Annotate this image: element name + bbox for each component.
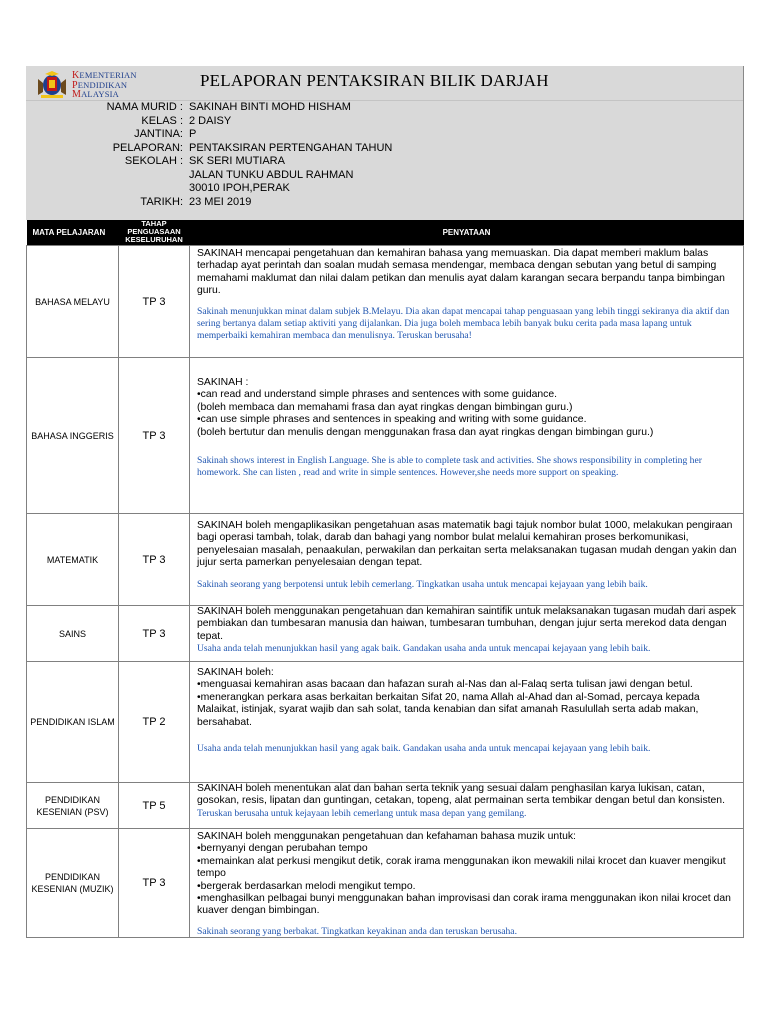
- teacher-comment: Sakinah seorang yang berpotensi untuk lebih cemerlang. Tingkatkan usaha untuk mencapai kejayaan yang lebih baik.: [197, 578, 648, 590]
- class-row: [26, 115, 743, 129]
- statement-intro: SAKINAH :: [197, 377, 249, 388]
- subject-cell: BAHASA INGGERIS: [27, 358, 119, 514]
- school-address-line-1: JALAN TUNKU ABDUL RAHMAN: [189, 168, 354, 181]
- date-value: 23 MEI 2019: [189, 195, 252, 208]
- statement-text: SAKINAH boleh mengaplikasikan pengetahuan asas matematik bagi tajuk nombor bulat 1000, melakukan pengiraan bagi operasi tambah, tolak, darab dan bahagi yang nombor bulat melalui kemahiran proses berkomunikasi, penyelesaian masalah, penaakulan, perwakilan dan perkaitan serta melaksanakan tugasan mudah dengan yakin dan jujur serta pamerkan penyelesaian dengan tepat.: [197, 520, 737, 569]
- statement-text: [197, 667, 737, 729]
- statement-cell: [190, 662, 744, 783]
- date-row: [26, 196, 743, 210]
- statement-cell: [190, 606, 744, 662]
- level-cell: TP 3: [119, 606, 190, 662]
- address-row-1: [26, 169, 743, 183]
- level-cell: TP 3: [119, 246, 190, 358]
- statement-translation: (boleh bertutur dan menulis dengan menggunakan frasa dan ayat ringkas dengan bimbingan guru.): [197, 426, 654, 438]
- ministry-line-1: KEMENTERIAN: [72, 70, 137, 81]
- statement-intro: SAKINAH boleh:: [197, 667, 274, 678]
- student-name-value: SAKINAH BINTI MOHD HISHAM: [189, 101, 351, 113]
- teacher-comment: Sakinah shows interest in English Language. She is able to complete task and activities. She shows responsibility in completing her homework. She can listen , read and write in simple sentences. However,she needs more support on speaking.: [197, 455, 702, 479]
- statement-cell: [190, 829, 744, 938]
- level-cell: TP 5: [119, 783, 190, 829]
- statement-cell: [190, 514, 744, 606]
- school-value: SK SERI MUTIARA: [189, 155, 285, 167]
- school-label: SEKOLAH :: [124, 155, 183, 167]
- statement-text: SAKINAH mencapai pengetahuan dan kemahiran bahasa yang memuaskan. Dia dapat memberi maklum balas terhadap ayat perintah dan soalan mudah semasa mendengar, membaca dengan sebutan yang betul di samping memahami maklumat dan nilai dalam petikan dan menulis ayat dalam karangan secara berpandu tanpa bimbingan guru.: [197, 248, 725, 297]
- table-row: [27, 606, 744, 662]
- report-type-label: PELAPORAN:: [112, 141, 183, 154]
- subject-cell: SAINS: [27, 606, 119, 662]
- table-row: [27, 783, 744, 829]
- assessment-table: [26, 220, 744, 938]
- statement-intro: SAKINAH boleh menggunakan pengetahuan dan kefahaman bahasa muzik untuk:: [197, 831, 576, 842]
- statement-bullet: • menguasai kemahiran asas bacaan dan hafazan surah al-Nas dan al-Falaq serta tulisan jawi dengan betul.: [197, 679, 737, 691]
- statement-bullet: • can use simple phrases and sentences in speaking and writing with some guidance.: [197, 414, 737, 426]
- level-cell: TP 3: [119, 358, 190, 514]
- student-name-label: NAMA MURID :: [106, 101, 183, 113]
- table-row: [27, 514, 744, 606]
- statement-translation: (boleh membaca dan memahami frasa dan ayat ringkas dengan bimbingan guru.): [197, 401, 573, 413]
- class-value: 2 DAISY: [189, 114, 232, 127]
- column-header-level: TAHAP PENGUASAAN KESELURUHAN: [119, 220, 190, 246]
- statement-bullet: • bernyanyi dengan perubahan tempo: [197, 843, 737, 855]
- table-row: [27, 246, 744, 358]
- statement-bullet: • menerangkan perkara asas berkaitan berkaitan Sifat 20, nama Allah al-Ahad dan al-Somad, percaya kepada Malaikat, istinjak, syarat wajib dan sah solat, tanda kenabian dan sifat amanah Rasulullah serta adab makan, bersahabat.: [197, 692, 737, 729]
- column-header-subject: MATA PELAJARAN: [27, 220, 119, 246]
- statement-text: [197, 831, 737, 918]
- report-sheet: [26, 66, 744, 938]
- teacher-comment: Sakinah seorang yang berbakat. Tingkatkan keyakinan anda dan teruskan berusaha.: [197, 925, 517, 937]
- level-cell: TP 3: [119, 514, 190, 606]
- column-header-statement: PENYATAAN: [190, 220, 744, 246]
- statement-cell: [190, 358, 744, 514]
- report-type-row: [26, 142, 743, 156]
- teacher-comment: Usaha anda telah menunjukkan hasil yang agak baik. Gandakan usaha anda untuk mencapai kejayaan yang lebih baik.: [197, 743, 651, 755]
- statement-text: SAKINAH boleh menentukan alat dan bahan serta teknik yang sesuai dalam penghasilan karya lukisan, catan, gosokan, resis, lipatan dan guntingan, cetakan, topeng, alat permainan serta tembikar dengan betul dan konsisten.: [197, 783, 725, 807]
- date-label: TARIKH:: [140, 195, 183, 208]
- report-header: [26, 66, 743, 220]
- ministry-name: [72, 71, 137, 100]
- teacher-comment: Usaha anda telah menunjukkan hasil yang agak baik. Gandakan usaha anda untuk mencapai kejayaan yang lebih baik.: [197, 643, 651, 655]
- statement-cell: [190, 783, 744, 829]
- statement-text: [197, 377, 737, 439]
- ministry-line-2: PENDIDIKAN: [72, 79, 128, 91]
- statement-bullet: • bergerak berdasarkan melodi mengikut tempo.: [197, 881, 737, 893]
- statement-text: SAKINAH boleh menggunakan pengetahuan dan kemahiran saintifik untuk melaksanakan tugasan mudah dari aspek pembiakan dan tumbesaran manusia dan haiwan, tumbesaran tumbuhan, dengan jujur serta merekod data dengan tepat.: [197, 606, 736, 642]
- ministry-line-3: MALAYSIA: [72, 89, 120, 100]
- subject-cell: PENDIDIKAN ISLAM: [27, 662, 119, 783]
- gender-row: [26, 128, 743, 142]
- subject-cell: BAHASA MELAYU: [27, 246, 119, 358]
- subject-cell: MATEMATIK: [27, 514, 119, 606]
- subject-cell: PENDIDIKAN KESENIAN (MUZIK): [27, 829, 119, 938]
- student-name-row: [26, 101, 743, 115]
- table-row: [27, 662, 744, 783]
- subject-cell: PENDIDIKAN KESENIAN (PSV): [27, 783, 119, 829]
- level-cell: TP 3: [119, 829, 190, 938]
- address-row-2: [26, 182, 743, 196]
- report-type-value: PENTAKSIRAN PERTENGAHAN TAHUN: [189, 141, 393, 154]
- class-label: KELAS :: [141, 114, 183, 127]
- table-row: [27, 829, 744, 938]
- level-cell: TP 2: [119, 662, 190, 783]
- statement-bullet: • memainkan alat perkusi mengikut detik, corak irama menggunakan ikon mewakili nilai krocet dan kuaver mengikut tempo: [197, 856, 737, 881]
- teacher-comment: Teruskan berusaha untuk kejayaan lebih cemerlang untuk masa depan yang gemilang.: [197, 807, 527, 819]
- school-address-line-2: 30010 IPOH,PERAK: [189, 182, 290, 194]
- gender-value: P: [189, 128, 197, 140]
- student-info: [26, 101, 743, 209]
- gender-label: JANTINA:: [134, 128, 183, 140]
- report-title: PELAPORAN PENTAKSIRAN BILIK DARJAH: [200, 71, 549, 90]
- statement-cell: [190, 246, 744, 358]
- table-row: [27, 358, 744, 514]
- teacher-comment: Sakinah menunjukkan minat dalam subjek B.Melayu. Dia akan dapat mencapai tahap penguasaan yang lebih tinggi sekiranya dia aktif dan sering bertanya dalam setiap aktiviti yang dijalankan. Dia juga boleh membaca lebih banyak buku cerita pada masa lapang untuk memperbaiki kemahiran membaca dan menulisnya. Teruskan berusaha!: [197, 305, 730, 341]
- statement-bullet: • menghasilkan pelbagai bunyi menggunakan bahan improvisasi dan corak irama menggunakan ikon nilai krocet dan kuaver dengan bimbingan.: [197, 893, 737, 918]
- coat-of-arms-logo: [34, 70, 70, 100]
- school-row: [26, 155, 743, 169]
- statement-bullet: • can read and understand simple phrases and sentences with some guidance.: [197, 389, 737, 401]
- table-header-row: [27, 220, 744, 246]
